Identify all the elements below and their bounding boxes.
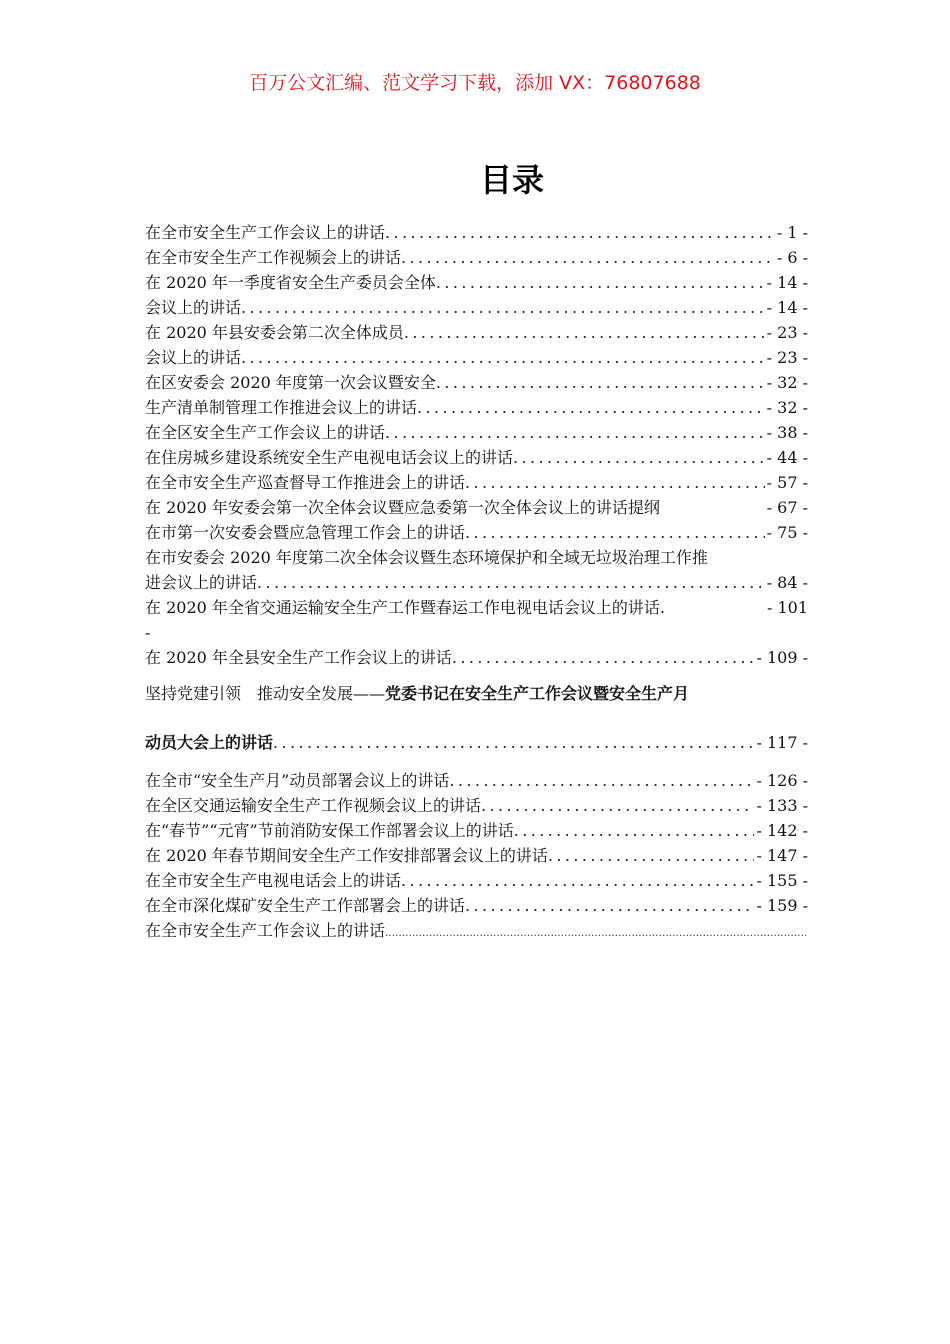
toc-entry-title: 在住房城乡建设系统安全生产电视电话会议上的讲话 — [145, 448, 514, 467]
dot-leader — [241, 345, 765, 370]
toc-entry[interactable] — [145, 793, 808, 818]
toc-entry[interactable] — [145, 395, 808, 420]
dot-leader — [241, 295, 765, 320]
spacer — [145, 708, 808, 730]
dot-leader — [514, 818, 755, 843]
toc-entry-title: 在 2020 年全县安全生产工作会议上的讲话 — [145, 648, 452, 667]
toc-entry-title: 会议上的讲话 — [145, 298, 242, 317]
toc-page-number: - 57 - — [766, 473, 808, 492]
toc-entry-multiline[interactable] — [145, 595, 808, 645]
toc-page-number: - 159 - — [756, 896, 808, 915]
toc-entry-title: 动员大会上的讲话 — [145, 733, 274, 752]
dot-leader — [449, 768, 754, 793]
toc-entry-title: 在区安委会 2020 年度第一次会议暨安全 — [145, 373, 436, 392]
toc-page-number: - 67 - — [766, 498, 808, 517]
dot-leader — [465, 520, 765, 545]
toc-page-number: - 23 - — [766, 323, 808, 342]
dot-leader — [401, 245, 775, 270]
toc-entry-line — [145, 570, 808, 595]
toc-entry-title: 在 2020 年全省交通运输安全生产工作暨春运工作电视电话会议上的讲话. — [145, 598, 665, 617]
toc-entry-title: 在全市深化煤矿安全生产工作部署会上的讲话 — [145, 896, 466, 915]
toc-entry-title: 在全区安全生产工作会议上的讲话 — [145, 423, 386, 442]
toc-page-number-wrap: - — [145, 623, 151, 642]
toc-entry-title: 生产清单制管理工作推进会议上的讲话 — [145, 398, 418, 417]
toc-page-number: - 32 - — [766, 398, 808, 417]
toc-page-number: - 32 - — [766, 373, 808, 392]
dot-leader — [401, 868, 754, 893]
toc-page-number: - 6 - — [776, 248, 808, 267]
dot-leader — [465, 893, 754, 918]
toc-page-number: - 23 - — [766, 348, 808, 367]
toc-entry[interactable] — [145, 645, 808, 670]
toc-entry[interactable] — [145, 893, 808, 918]
toc-entry-title: 在全市安全生产工作会议上的讲话 — [145, 223, 386, 242]
toc-entry-title: 在全区交通运输安全生产工作视频会议上的讲话 — [145, 796, 482, 815]
toc-page-number: - 117 - — [756, 733, 808, 752]
toc-page-number: - 109 - — [756, 648, 808, 667]
dot-leader — [481, 793, 754, 818]
spacer — [145, 670, 808, 680]
toc-page-number: - 101 — [766, 598, 808, 617]
toc-page-number: - 126 - — [756, 771, 808, 790]
toc-entry-title: 在全市安全生产工作视频会上的讲话 — [145, 248, 402, 267]
toc-entry-title-line1: 在市安委会 2020 年度第二次全体会议暨生态环境保护和全域无垃圾治理工作推 — [145, 548, 708, 567]
toc-page-number: - 147 - — [756, 846, 808, 865]
toc-entry-title-bold: 党委书记在安全生产工作会议暨安全生产月 — [385, 684, 690, 703]
toc-entry-title: 在“春节”“元宵”节前消防安保工作部署会议上的讲话 — [145, 821, 514, 840]
toc-page-number: - 44 - — [766, 448, 808, 467]
toc-page-number: - 155 - — [756, 871, 808, 890]
toc-entry[interactable] — [145, 843, 808, 868]
toc-entry-title: 在全市安全生产工作会议上的讲话 — [145, 921, 386, 940]
toc-entry-line — [145, 545, 808, 570]
dot-leader — [273, 730, 754, 755]
toc-page-number: - 14 - — [766, 273, 808, 292]
toc-page-number: - 1 - — [776, 223, 808, 242]
toc-entry[interactable] — [145, 370, 808, 395]
toc-page-number: - 75 - — [766, 523, 808, 542]
toc-entry[interactable] — [145, 445, 808, 470]
dot-leader — [385, 921, 806, 943]
toc-page-number: - 142 - — [756, 821, 808, 840]
toc-entry-title: 在 2020 年县安委会第二次全体成员 — [145, 323, 404, 342]
toc-entry[interactable] — [145, 918, 808, 943]
toc-entry[interactable] — [145, 295, 808, 320]
dot-leader — [385, 420, 765, 445]
spacer — [145, 755, 808, 768]
page-title: 目录 — [479, 161, 544, 199]
toc-entry[interactable] — [145, 345, 808, 370]
dot-leader — [465, 470, 765, 495]
toc-entry-title: 会议上的讲话 — [145, 348, 242, 367]
toc-entry[interactable] — [145, 270, 808, 295]
watermark-header: 百万公文汇编、范文学习下载，添加 VX：76807688 — [249, 72, 701, 94]
toc-entry-title: 在 2020 年春节期间安全生产工作安排部署会议上的讲话 — [145, 846, 548, 865]
toc-entry-multiline[interactable] — [145, 680, 808, 755]
toc-page-number: - 38 - — [766, 423, 808, 442]
dot-leader — [548, 843, 755, 868]
toc-entry[interactable] — [145, 868, 808, 893]
toc-entry-title: 在市第一次安委会暨应急管理工作会上的讲话 — [145, 523, 466, 542]
toc-page-number: - 84 - — [766, 573, 808, 592]
toc-entry[interactable] — [145, 245, 808, 270]
toc-entry-title-plain: 坚持党建引领 推动安全发展—— — [145, 684, 386, 703]
toc-entry[interactable] — [145, 818, 808, 843]
dot-leader — [404, 320, 765, 345]
toc-entry[interactable] — [145, 320, 808, 345]
toc-page-number: - 14 - — [766, 298, 808, 317]
toc-entry-title: 在全市“安全生产月”动员部署会议上的讲话 — [145, 771, 450, 790]
toc-entry-line — [145, 730, 808, 755]
toc-page-number: - 133 - — [756, 796, 808, 815]
dot-leader — [417, 395, 765, 420]
toc-entry-title: 进会议上的讲话 — [145, 573, 258, 592]
toc-entry-title: 在 2020 年一季度省安全生产委员会全体 — [145, 273, 436, 292]
toc-entry-line — [145, 680, 808, 708]
toc-entry-line — [145, 595, 808, 620]
dot-leader — [436, 370, 765, 395]
toc-entry[interactable] — [145, 520, 808, 545]
dot-leader — [513, 445, 765, 470]
dot-leader — [385, 220, 775, 245]
toc-entry-title: 在全市安全生产电视电话会上的讲话 — [145, 871, 402, 890]
toc-entry[interactable] — [145, 470, 808, 495]
toc-entry[interactable] — [145, 495, 808, 520]
toc-entry-title: 在 2020 年安委会第一次全体会议暨应急委第一次全体会议上的讲话提纲 — [145, 498, 660, 517]
toc-entry[interactable] — [145, 220, 808, 245]
toc-entry-multiline[interactable] — [145, 545, 808, 595]
toc-entry-title: 在全市安全生产巡查督导工作推进会上的讲话 — [145, 473, 466, 492]
table-of-contents — [145, 220, 808, 943]
dot-leader — [452, 645, 755, 670]
toc-entry-line — [145, 620, 808, 645]
dot-leader — [257, 570, 765, 595]
toc-entry[interactable] — [145, 420, 808, 445]
dot-leader — [436, 270, 765, 295]
toc-entry[interactable] — [145, 768, 808, 793]
